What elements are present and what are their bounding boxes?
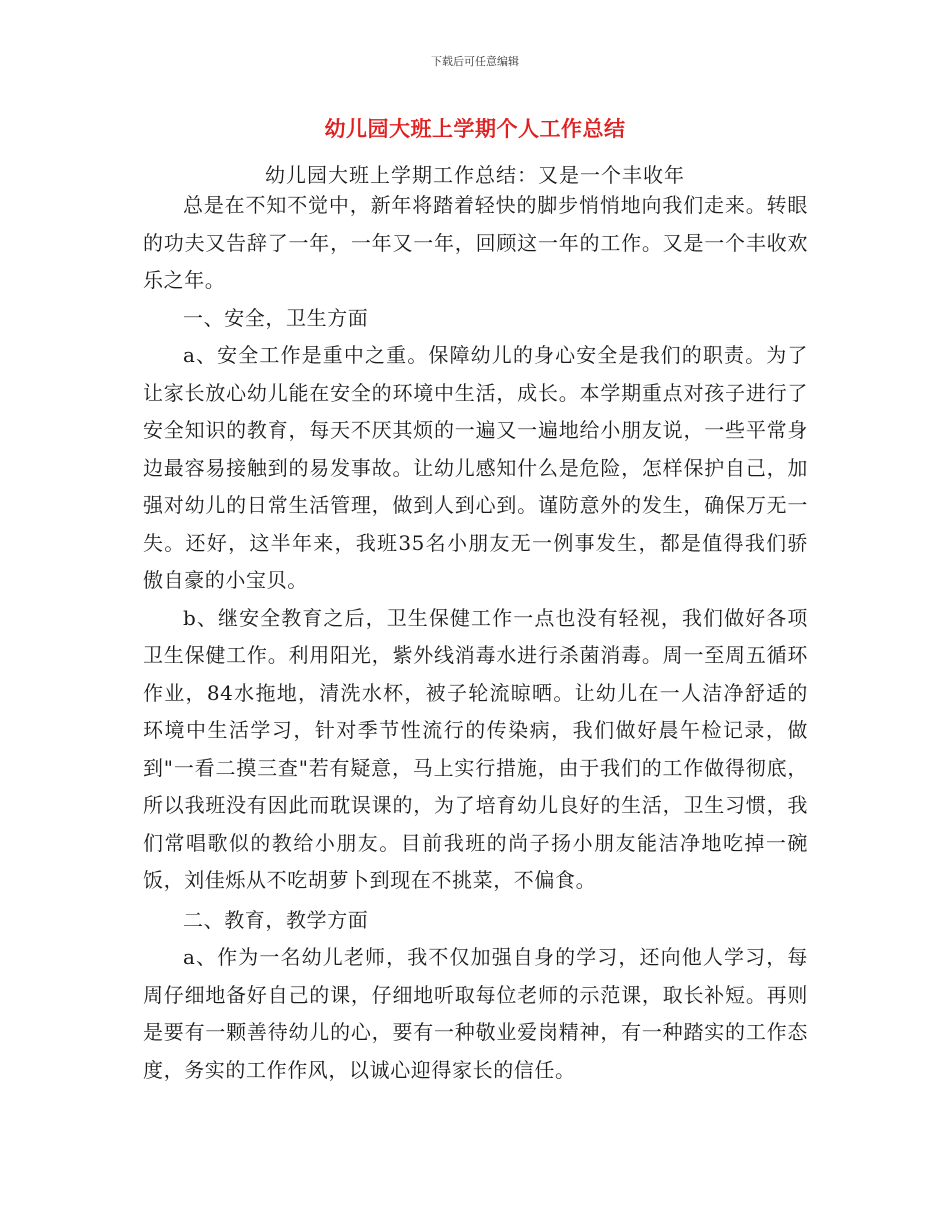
hygiene-paragraph: b、继安全教育之后，卫生保健工作一点也没有轻视，我们做好各项卫生保健工作。利用阳光，紫外线消毒水进行杀菌消毒。周一至周五循环作业，84水拖地，清洗水杯，被子轮流晾晒。让幼儿在一人洁净舒适的环境中生活学习，针对季节性流行的传染病，我们做好晨午检记录，做到"一看二摸三查"若有疑意，马上实行措施，由于我们的工作做得彻底，所以我班没有因此而耽误课的，为了培育幼儿良好的生活，卫生习惯，我们常唱歌似的教给小朋友。目前我班的尚子扬小朋友能洁净地吃掉一碗饭，刘佳烁从不吃胡萝卜到现在不挑菜，不偏食。 (143, 605, 808, 892)
safety-paragraph: a、安全工作是重中之重。保障幼儿的身心安全是我们的职责。为了让家长放心幼儿能在安全的环境中生活，成长。本学期重点对孩子进行了安全知识的教育，每天不厌其烦的一遍又一遍地给小朋友说，一些平常身边最容易接触到的易发事故。让幼儿感知什么是危险，怎样保护自己，加强对幼儿的日常生活管理，做到人到心到。谨防意外的发生，确保万无一失。还好，这半年来，我班35名小朋友无一例事发生，都是值得我们骄傲自豪的小宝贝。 (143, 343, 808, 592)
document-title: 幼儿园大班上学期个人工作总结 (324, 117, 626, 141)
section-heading-safety-hygiene: 一、安全，卫生方面 (183, 305, 369, 330)
document-subtitle: 幼儿园大班上学期工作总结：又是一个丰收年 (265, 163, 685, 187)
section-heading-education: 二、教育，教学方面 (183, 907, 369, 932)
document-body (143, 187, 808, 1089)
education-paragraph: a、作为一名幼儿老师，我不仅加强自身的学习，还向他人学习，每周仔细地备好自己的课，仔细地听取每位老师的示范课，取长补短。再则是要有一颗善待幼儿的心，要有一种敬业爱岗精神，有一种踏实的工作态度，务实的工作作风，以诚心迎得家长的信任。 (143, 945, 808, 1082)
page-header-note: 下载后可任意编辑 (431, 55, 519, 68)
intro-paragraph: 总是在不知不觉中，新年将踏着轻快的脚步悄悄地向我们走来。转眼的功夫又告辞了一年，一年又一年，回顾这一年的工作。又是一个丰收欢乐之年。 (143, 193, 808, 292)
